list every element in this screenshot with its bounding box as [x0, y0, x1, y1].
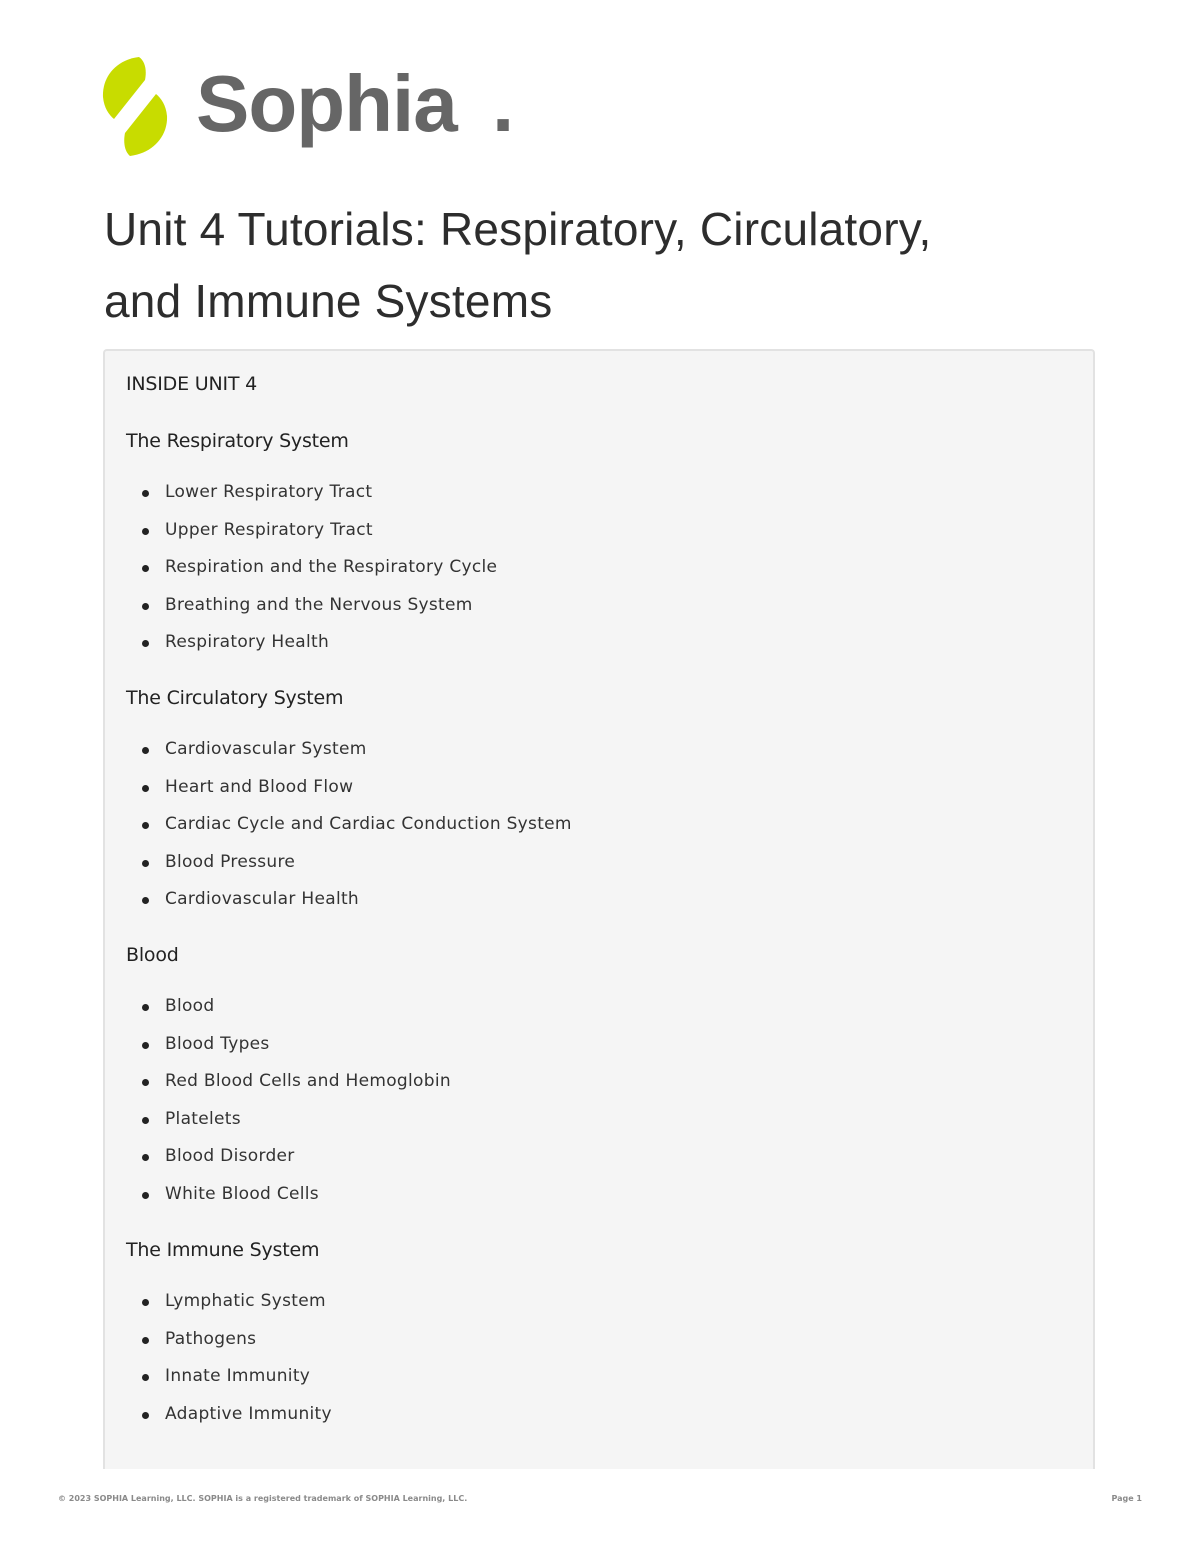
page-footer	[58, 1494, 1142, 1506]
bullet-icon	[142, 1154, 149, 1161]
topic-item[interactable]: Innate Immunity	[126, 1363, 1066, 1401]
section-respiratory-system	[126, 428, 1066, 667]
topic-list	[126, 479, 1066, 667]
topic-item[interactable]: Cardiovascular System	[126, 736, 1066, 774]
bullet-icon	[142, 1374, 149, 1381]
logo-dot: .	[492, 59, 515, 148]
contents-heading: INSIDE UNIT 4	[126, 373, 258, 395]
bullet-icon	[142, 640, 149, 647]
bullet-icon	[142, 490, 149, 497]
page-title-line-2: and Immune Systems	[104, 275, 553, 327]
topic-item[interactable]: Respiratory Health	[126, 629, 1066, 667]
section-title: The Circulatory System	[126, 687, 344, 709]
topic-item[interactable]: Platelets	[126, 1106, 1066, 1144]
bullet-icon	[142, 1412, 149, 1419]
topic-list	[126, 993, 1066, 1219]
topic-item[interactable]: Blood Types	[126, 1031, 1066, 1069]
bullet-icon	[142, 1117, 149, 1124]
section-circulatory-system	[126, 685, 1066, 924]
section-title: The Respiratory System	[126, 430, 349, 452]
sophia-logo	[100, 52, 520, 162]
topic-item[interactable]: Blood Disorder	[126, 1143, 1066, 1181]
bullet-icon	[142, 1004, 149, 1011]
bullet-icon	[142, 1079, 149, 1086]
bullet-icon	[142, 897, 149, 904]
page-title	[104, 193, 1104, 337]
section-immune-system	[126, 1237, 1066, 1438]
page-title-line-1: Unit 4 Tutorials: Respiratory, Circulatory,	[104, 203, 932, 255]
topic-item[interactable]: Blood Pressure	[126, 849, 1066, 887]
topic-item[interactable]: Cardiovascular Health	[126, 886, 1066, 924]
bullet-icon	[142, 822, 149, 829]
section-title: Blood	[126, 944, 179, 966]
topic-item[interactable]: Blood	[126, 993, 1066, 1031]
topic-item[interactable]: Red Blood Cells and Hemoglobin	[126, 1068, 1066, 1106]
bullet-icon	[142, 747, 149, 754]
topic-item[interactable]: Respiration and the Respiratory Cycle	[126, 554, 1066, 592]
bullet-icon	[142, 1337, 149, 1344]
topic-item[interactable]: Lower Respiratory Tract	[126, 479, 1066, 517]
topic-item[interactable]: Pathogens	[126, 1326, 1066, 1364]
bullet-icon	[142, 785, 149, 792]
topic-item[interactable]: Cardiac Cycle and Cardiac Conduction System	[126, 811, 1066, 849]
topic-list	[126, 736, 1066, 924]
bullet-icon	[142, 1042, 149, 1049]
topic-item[interactable]: Adaptive Immunity	[126, 1401, 1066, 1439]
section-title: The Immune System	[126, 1239, 320, 1261]
topic-item[interactable]: White Blood Cells	[126, 1181, 1066, 1219]
topic-list	[126, 1288, 1066, 1438]
bullet-icon	[142, 603, 149, 610]
bullet-icon	[142, 528, 149, 535]
bullet-icon	[142, 1299, 149, 1306]
bullet-icon	[142, 565, 149, 572]
unit-contents-box	[103, 349, 1095, 1469]
page-number: Page 1	[1111, 1494, 1142, 1503]
topic-item[interactable]: Breathing and the Nervous System	[126, 592, 1066, 630]
topic-item[interactable]: Upper Respiratory Tract	[126, 517, 1066, 555]
section-blood	[126, 942, 1066, 1219]
sophia-mark-icon	[103, 57, 167, 156]
bullet-icon	[142, 860, 149, 867]
logo-wordmark: Sophia	[196, 59, 457, 148]
topic-item[interactable]: Heart and Blood Flow	[126, 774, 1066, 812]
bullet-icon	[142, 1192, 149, 1199]
copyright-text: © 2023 SOPHIA Learning, LLC. SOPHIA is a registered trademark of SOPHIA Learning, LLC.	[58, 1494, 468, 1503]
topic-item[interactable]: Lymphatic System	[126, 1288, 1066, 1326]
